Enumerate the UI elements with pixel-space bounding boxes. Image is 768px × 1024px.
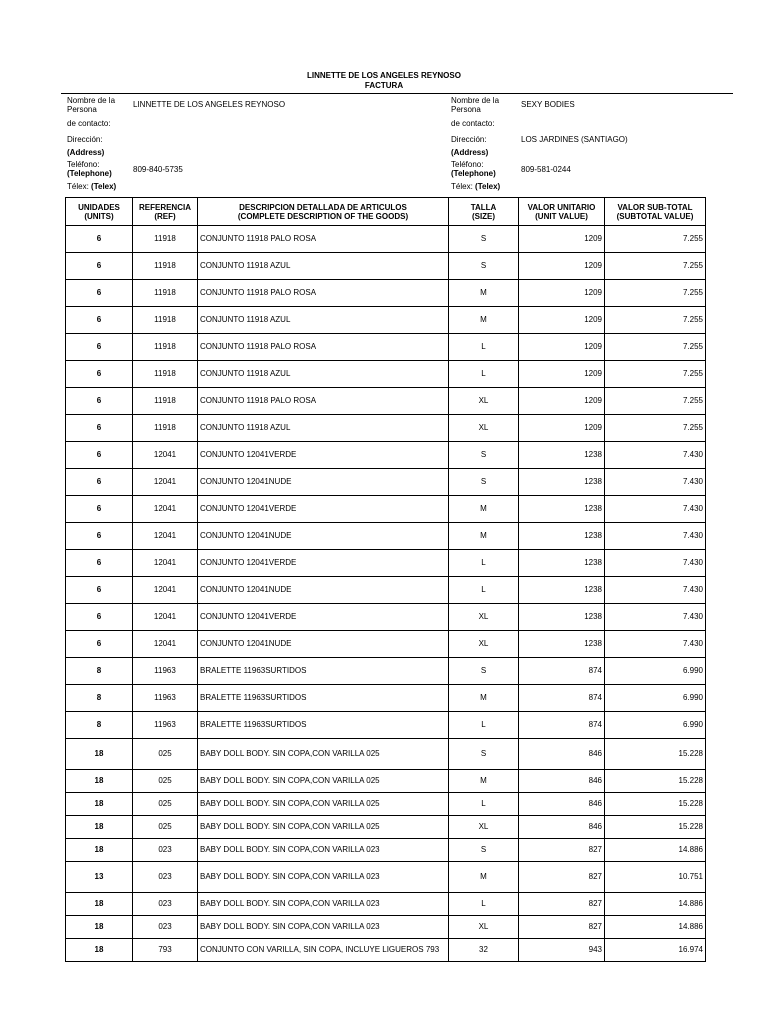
seller-telex-label: Télex: (Telex) xyxy=(67,182,117,191)
cell-description: CONJUNTO 11918 PALO ROSA xyxy=(198,226,449,253)
table-row xyxy=(66,307,706,334)
cell-size: S xyxy=(449,226,519,253)
cell-unit-value: 827 xyxy=(519,862,605,893)
cell-units: 6 xyxy=(66,253,133,280)
cell-ref: 11918 xyxy=(133,334,198,361)
cell-units: 8 xyxy=(66,712,133,739)
buyer-address-label: Dirección: xyxy=(451,135,487,144)
table-row xyxy=(66,862,706,893)
cell-units: 6 xyxy=(66,469,133,496)
cell-subtotal: 7.255 xyxy=(605,226,706,253)
buyer-contact-label: de contacto: xyxy=(451,119,495,128)
cell-ref: 11918 xyxy=(133,253,198,280)
cell-description: CONJUNTO 12041VERDE xyxy=(198,496,449,523)
cell-ref: 11918 xyxy=(133,307,198,334)
table-row xyxy=(66,816,706,839)
table-row xyxy=(66,496,706,523)
cell-description: BABY DOLL BODY. SIN COPA,CON VARILLA 025 xyxy=(198,816,449,839)
cell-ref: 11918 xyxy=(133,226,198,253)
table-row xyxy=(66,550,706,577)
seller-address-label: Dirección: xyxy=(67,135,103,144)
cell-subtotal: 7.255 xyxy=(605,361,706,388)
cell-subtotal: 7.430 xyxy=(605,550,706,577)
cell-unit-value: 1209 xyxy=(519,361,605,388)
items-table xyxy=(65,197,706,962)
cell-size: M xyxy=(449,307,519,334)
cell-ref: 12041 xyxy=(133,631,198,658)
col-subtotal-header: VALOR SUB-TOTAL (SUBTOTAL VALUE) xyxy=(605,198,706,226)
cell-unit-value: 1238 xyxy=(519,550,605,577)
cell-subtotal: 14.886 xyxy=(605,916,706,939)
table-row xyxy=(66,253,706,280)
cell-unit-value: 846 xyxy=(519,793,605,816)
document-type: FACTURA xyxy=(364,81,404,90)
cell-units: 6 xyxy=(66,307,133,334)
header-rule xyxy=(61,93,733,94)
cell-subtotal: 14.886 xyxy=(605,839,706,862)
cell-description: CONJUNTO 12041NUDE xyxy=(198,469,449,496)
cell-units: 18 xyxy=(66,893,133,916)
cell-unit-value: 1238 xyxy=(519,469,605,496)
items-body xyxy=(66,226,706,962)
cell-ref: 11963 xyxy=(133,712,198,739)
cell-size: M xyxy=(449,770,519,793)
cell-subtotal: 15.228 xyxy=(605,793,706,816)
seller-name-value: LINNETTE DE LOS ANGELES REYNOSO xyxy=(133,100,286,109)
cell-description: CONJUNTO 12041NUDE xyxy=(198,577,449,604)
cell-size: L xyxy=(449,712,519,739)
cell-units: 6 xyxy=(66,631,133,658)
cell-units: 6 xyxy=(66,361,133,388)
cell-subtotal: 7.430 xyxy=(605,631,706,658)
table-row xyxy=(66,839,706,862)
cell-size: L xyxy=(449,334,519,361)
table-row xyxy=(66,469,706,496)
cell-unit-value: 874 xyxy=(519,658,605,685)
cell-unit-value: 827 xyxy=(519,916,605,939)
cell-description: CONJUNTO 11918 AZUL xyxy=(198,253,449,280)
cell-unit-value: 846 xyxy=(519,739,605,770)
cell-ref: 12041 xyxy=(133,442,198,469)
cell-unit-value: 1209 xyxy=(519,388,605,415)
cell-unit-value: 1238 xyxy=(519,523,605,550)
seller-name-label: Nombre de la Persona xyxy=(67,96,116,114)
issuer-name: LINNETTE DE LOS ANGELES REYNOSO xyxy=(307,71,461,80)
cell-description: CONJUNTO 12041NUDE xyxy=(198,523,449,550)
table-row xyxy=(66,334,706,361)
cell-units: 6 xyxy=(66,577,133,604)
col-unit-value-header: VALOR UNITARIO (UNIT VALUE) xyxy=(519,198,605,226)
cell-ref: 12041 xyxy=(133,496,198,523)
cell-description: CONJUNTO 11918 PALO ROSA xyxy=(198,280,449,307)
table-row xyxy=(66,916,706,939)
cell-ref: 023 xyxy=(133,893,198,916)
cell-subtotal: 7.255 xyxy=(605,307,706,334)
cell-units: 18 xyxy=(66,816,133,839)
buyer-telex-label: Télex: (Telex) xyxy=(451,182,501,191)
cell-size: L xyxy=(449,550,519,577)
table-row xyxy=(66,712,706,739)
cell-description: CONJUNTO 11918 PALO ROSA xyxy=(198,388,449,415)
cell-ref: 793 xyxy=(133,939,198,962)
buyer-address-value: LOS JARDINES (SANTIAGO) xyxy=(521,135,628,144)
cell-units: 6 xyxy=(66,604,133,631)
table-row xyxy=(66,577,706,604)
buyer-phone-value: 809-581-0244 xyxy=(521,165,571,174)
cell-unit-value: 827 xyxy=(519,839,605,862)
table-row xyxy=(66,226,706,253)
cell-ref: 11963 xyxy=(133,658,198,685)
seller-phone-value: 809-840-5735 xyxy=(133,165,183,174)
cell-ref: 025 xyxy=(133,739,198,770)
cell-unit-value: 1209 xyxy=(519,334,605,361)
col-desc-header: DESCRIPCION DETALLADA DE ARTICULOS (COMPLETE DESCRIPTION OF THE GOODS) xyxy=(198,198,449,226)
cell-units: 6 xyxy=(66,388,133,415)
table-row xyxy=(66,658,706,685)
cell-subtotal: 6.990 xyxy=(605,685,706,712)
cell-subtotal: 7.430 xyxy=(605,469,706,496)
cell-subtotal: 7.430 xyxy=(605,604,706,631)
cell-ref: 023 xyxy=(133,916,198,939)
cell-units: 8 xyxy=(66,685,133,712)
cell-units: 8 xyxy=(66,658,133,685)
table-row xyxy=(66,893,706,916)
cell-size: M xyxy=(449,685,519,712)
cell-size: L xyxy=(449,793,519,816)
cell-description: BABY DOLL BODY. SIN COPA,CON VARILLA 025 xyxy=(198,793,449,816)
cell-units: 6 xyxy=(66,523,133,550)
cell-unit-value: 846 xyxy=(519,816,605,839)
cell-ref: 025 xyxy=(133,793,198,816)
cell-subtotal: 15.228 xyxy=(605,816,706,839)
cell-subtotal: 7.255 xyxy=(605,388,706,415)
cell-units: 6 xyxy=(66,334,133,361)
cell-units: 18 xyxy=(66,916,133,939)
cell-description: CONJUNTO 12041VERDE xyxy=(198,442,449,469)
cell-size: S xyxy=(449,442,519,469)
cell-unit-value: 1238 xyxy=(519,442,605,469)
cell-ref: 11963 xyxy=(133,685,198,712)
cell-description: CONJUNTO CON VARILLA, SIN COPA, INCLUYE LIGUEROS 793 xyxy=(198,939,449,962)
buyer-name-label: Nombre de la Persona xyxy=(451,96,500,114)
cell-unit-value: 1209 xyxy=(519,253,605,280)
cell-size: S xyxy=(449,253,519,280)
buyer-address-label-en: (Address) xyxy=(451,148,489,157)
table-row xyxy=(66,685,706,712)
cell-units: 13 xyxy=(66,862,133,893)
cell-ref: 12041 xyxy=(133,604,198,631)
cell-size: XL xyxy=(449,816,519,839)
cell-size: S xyxy=(449,839,519,862)
cell-unit-value: 1209 xyxy=(519,280,605,307)
table-row xyxy=(66,415,706,442)
cell-size: M xyxy=(449,280,519,307)
cell-description: CONJUNTO 11918 AZUL xyxy=(198,307,449,334)
col-size-header: TALLA (SIZE) xyxy=(449,198,519,226)
cell-description: CONJUNTO 11918 PALO ROSA xyxy=(198,334,449,361)
cell-units: 6 xyxy=(66,442,133,469)
cell-subtotal: 7.430 xyxy=(605,442,706,469)
cell-unit-value: 1238 xyxy=(519,604,605,631)
cell-unit-value: 1238 xyxy=(519,631,605,658)
cell-unit-value: 1238 xyxy=(519,496,605,523)
cell-subtotal: 7.430 xyxy=(605,496,706,523)
cell-subtotal: 7.430 xyxy=(605,523,706,550)
seller-phone-label: Teléfono: (Telephone) xyxy=(67,160,112,178)
cell-ref: 12041 xyxy=(133,550,198,577)
cell-size: S xyxy=(449,469,519,496)
cell-unit-value: 827 xyxy=(519,893,605,916)
cell-ref: 023 xyxy=(133,839,198,862)
table-row xyxy=(66,739,706,770)
cell-size: L xyxy=(449,893,519,916)
cell-units: 18 xyxy=(66,839,133,862)
seller-address-label-en: (Address) xyxy=(67,148,105,157)
cell-description: BABY DOLL BODY. SIN COPA,CON VARILLA 025 xyxy=(198,739,449,770)
cell-description: CONJUNTO 11918 AZUL xyxy=(198,361,449,388)
cell-units: 18 xyxy=(66,739,133,770)
cell-description: CONJUNTO 12041NUDE xyxy=(198,631,449,658)
cell-ref: 12041 xyxy=(133,577,198,604)
seller-contact-label: de contacto: xyxy=(67,119,111,128)
cell-units: 6 xyxy=(66,415,133,442)
cell-unit-value: 1209 xyxy=(519,226,605,253)
cell-subtotal: 6.990 xyxy=(605,658,706,685)
cell-size: L xyxy=(449,361,519,388)
cell-unit-value: 1238 xyxy=(519,577,605,604)
cell-subtotal: 7.255 xyxy=(605,415,706,442)
cell-ref: 023 xyxy=(133,862,198,893)
cell-size: XL xyxy=(449,631,519,658)
cell-subtotal: 7.430 xyxy=(605,577,706,604)
table-row xyxy=(66,280,706,307)
buyer-phone-label: Teléfono: (Telephone) xyxy=(451,160,496,178)
table-header-row xyxy=(66,198,706,226)
cell-description: BRALETTE 11963SURTIDOS xyxy=(198,685,449,712)
cell-ref: 12041 xyxy=(133,469,198,496)
cell-ref: 12041 xyxy=(133,523,198,550)
cell-units: 18 xyxy=(66,793,133,816)
cell-subtotal: 10.751 xyxy=(605,862,706,893)
table-row xyxy=(66,442,706,469)
cell-subtotal: 15.228 xyxy=(605,770,706,793)
cell-units: 18 xyxy=(66,939,133,962)
cell-subtotal: 16.974 xyxy=(605,939,706,962)
cell-size: S xyxy=(449,739,519,770)
cell-subtotal: 7.255 xyxy=(605,334,706,361)
cell-size: 32 xyxy=(449,939,519,962)
table-row xyxy=(66,770,706,793)
cell-subtotal: 7.255 xyxy=(605,280,706,307)
cell-subtotal: 14.886 xyxy=(605,893,706,916)
cell-units: 6 xyxy=(66,280,133,307)
cell-description: BABY DOLL BODY. SIN COPA,CON VARILLA 023 xyxy=(198,893,449,916)
cell-size: M xyxy=(449,496,519,523)
cell-ref: 11918 xyxy=(133,415,198,442)
col-ref-header: REFERENCIA (REF) xyxy=(133,198,198,226)
cell-ref: 025 xyxy=(133,816,198,839)
cell-size: XL xyxy=(449,604,519,631)
cell-ref: 025 xyxy=(133,770,198,793)
table-row xyxy=(66,939,706,962)
cell-description: BABY DOLL BODY. SIN COPA,CON VARILLA 023 xyxy=(198,839,449,862)
cell-description: BABY DOLL BODY. SIN COPA,CON VARILLA 023 xyxy=(198,862,449,893)
table-row xyxy=(66,793,706,816)
cell-ref: 11918 xyxy=(133,361,198,388)
cell-size: XL xyxy=(449,916,519,939)
cell-description: CONJUNTO 11918 AZUL xyxy=(198,415,449,442)
cell-ref: 11918 xyxy=(133,388,198,415)
table-row xyxy=(66,631,706,658)
buyer-name-value: SEXY BODIES xyxy=(521,100,575,109)
cell-size: L xyxy=(449,577,519,604)
cell-description: BRALETTE 11963SURTIDOS xyxy=(198,712,449,739)
cell-unit-value: 874 xyxy=(519,712,605,739)
document-title xyxy=(0,71,768,91)
cell-description: BABY DOLL BODY. SIN COPA,CON VARILLA 025 xyxy=(198,770,449,793)
cell-unit-value: 1209 xyxy=(519,415,605,442)
table-row xyxy=(66,523,706,550)
table-row xyxy=(66,361,706,388)
cell-subtotal: 6.990 xyxy=(605,712,706,739)
cell-units: 6 xyxy=(66,496,133,523)
cell-subtotal: 7.255 xyxy=(605,253,706,280)
cell-ref: 11918 xyxy=(133,280,198,307)
cell-size: M xyxy=(449,862,519,893)
cell-size: S xyxy=(449,658,519,685)
cell-unit-value: 943 xyxy=(519,939,605,962)
cell-unit-value: 874 xyxy=(519,685,605,712)
cell-units: 18 xyxy=(66,770,133,793)
cell-units: 6 xyxy=(66,550,133,577)
cell-units: 6 xyxy=(66,226,133,253)
cell-unit-value: 846 xyxy=(519,770,605,793)
table-row xyxy=(66,604,706,631)
cell-subtotal: 15.228 xyxy=(605,739,706,770)
table-row xyxy=(66,388,706,415)
cell-size: XL xyxy=(449,415,519,442)
cell-description: CONJUNTO 12041VERDE xyxy=(198,604,449,631)
cell-description: CONJUNTO 12041VERDE xyxy=(198,550,449,577)
cell-description: BABY DOLL BODY. SIN COPA,CON VARILLA 023 xyxy=(198,916,449,939)
cell-description: BRALETTE 11963SURTIDOS xyxy=(198,658,449,685)
col-units-header: UNIDADES (UNITS) xyxy=(66,198,133,226)
cell-size: M xyxy=(449,523,519,550)
cell-unit-value: 1209 xyxy=(519,307,605,334)
cell-size: XL xyxy=(449,388,519,415)
